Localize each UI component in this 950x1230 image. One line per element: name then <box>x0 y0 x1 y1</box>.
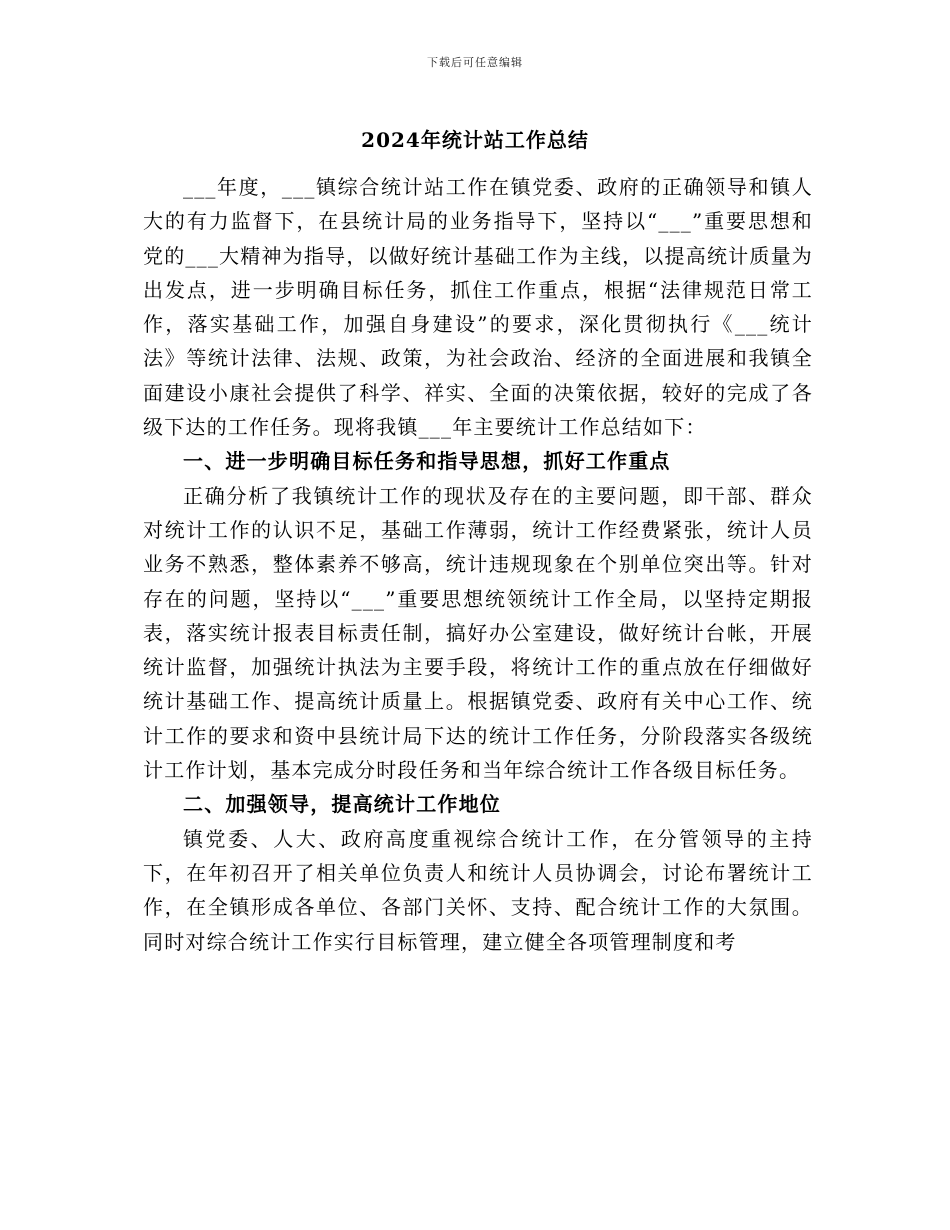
section-2-paragraph: 镇党委、人大、政府高度重视综合统计工作，在分管领导的主持下，在年初召开了相关单位负责人和统计人员协调会，讨论布署统计工作，在全镇形成各单位、各部门关怀、支持、配合统计工作的大氛围。同时对综合统计工作实行目标管理，建立健全各项管理制度和考 <box>143 826 813 954</box>
section-1-paragraph: 正确分析了我镇统计工作的现状及存在的主要问题，即干部、群众对统计工作的认识不足，基础工作薄弱，统计工作经费紧张，统计人员业务不熟悉，整体素养不够高，统计违规现象在个别单位突出等。针对存在的问题，坚持以“___”重要思想统领统计工作全局，以坚持定期报表，落实统计报表目标责任制，搞好办公室建设，做好统计台帐，开展统计监督，加强统计执法为主要手段，将统计工作的重点放在仔细做好统计基础工作、提高统计质量上。根据镇党委、政府有关中心工作、统计工作的要求和资中县统计局下达的统计工作任务，分阶段落实各级统计工作计划，基本完成分时段任务和当年综合统计工作各级目标任务。 <box>143 483 813 783</box>
header-note: 下载后可任意编辑 <box>427 56 523 69</box>
document-body <box>143 170 813 959</box>
section-1-heading: 一、进一步明确目标任务和指导思想，抓好工作重点 <box>183 449 671 474</box>
intro-paragraph: ___年度，___镇综合统计站工作在镇党委、政府的正确领导和镇人大的有力监督下，在县统计局的业务指导下，坚持以“___”重要思想和党的___大精神为指导，以做好统计基础工作为主线，以提高统计质量为出发点，进一步明确目标任务，抓住工作重点，根据“法律规范日常工作，落实基础工作，加强自身建设”的要求，深化贯彻执行《___统计法》等统计法律、法规、政策，为社会政治、经济的全面进展和我镇全面建设小康社会提供了科学、祥实、全面的决策依据，较好的完成了各级下达的工作任务。现将我镇___年主要统计工作总结如下： <box>143 175 813 440</box>
section-2-heading: 二、加强领导，提高统计工作地位 <box>183 792 501 817</box>
document-title: 2024年统计站工作总结 <box>361 128 589 152</box>
